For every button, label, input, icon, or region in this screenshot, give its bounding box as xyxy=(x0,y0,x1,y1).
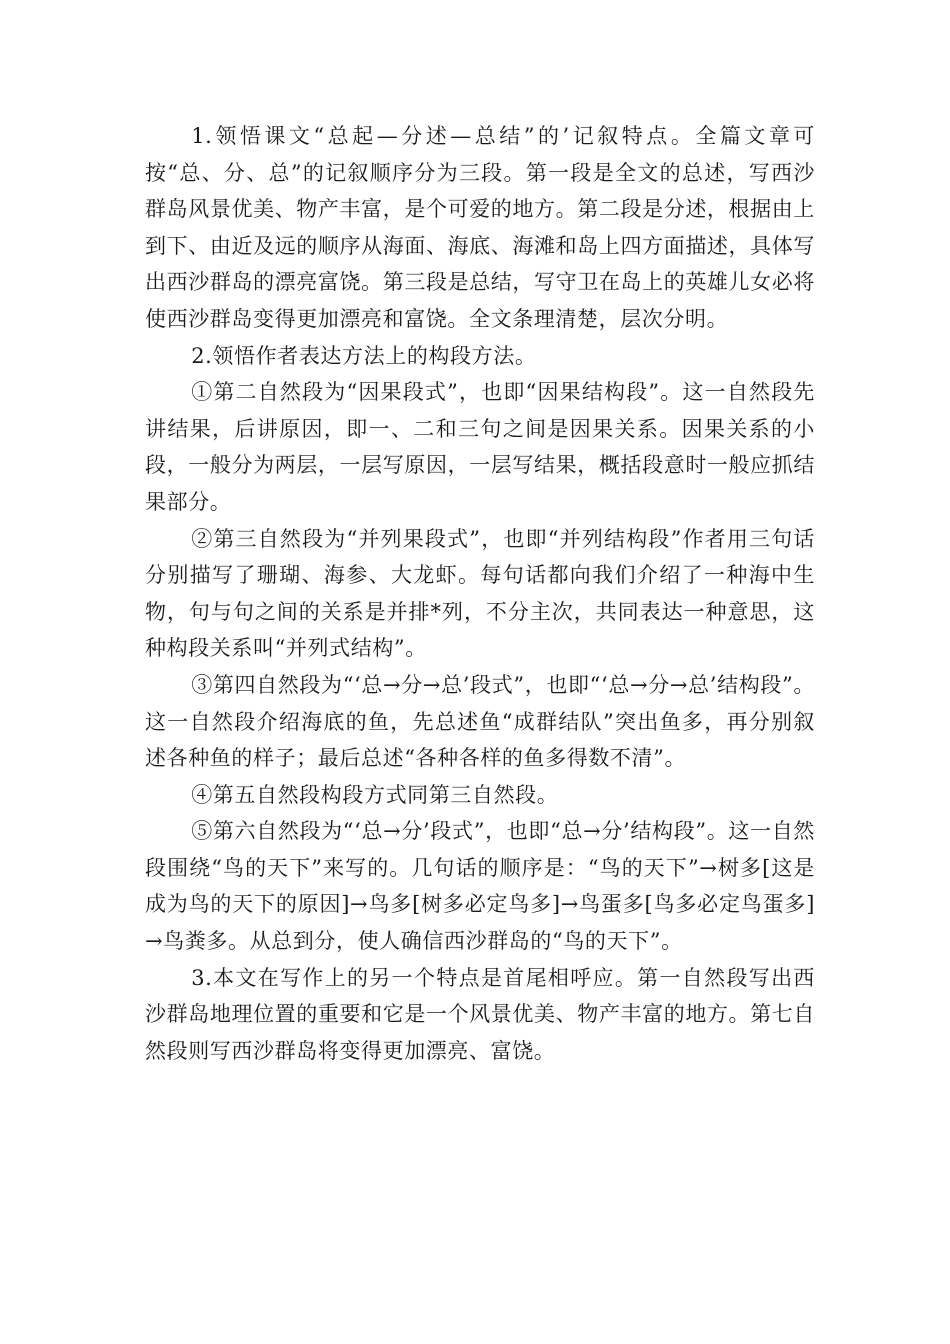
paragraph-7: ⑤第六自然段为“‘总→分’段式”，也即“总→分’结构段”。这一自然段围绕“鸟的天下”来写的。几句话的顺序是：“鸟的天下”→树多[这是成为鸟的天下的原因]→鸟多[树多必定鸟多]→鸟蛋多[鸟多必定鸟蛋多]→鸟粪多。从总到分，使人确信西沙群岛的“鸟的天下”。 xyxy=(145,819,815,954)
paragraph-4: ②第三自然段为“并列果段式”，也即“并列结构段”作者用三句话分别描写了珊瑚、海参、大龙虾。每句话都向我们介绍了一种海中生物，句与句之间的关系是并排*列，不分主次，共同表达一种意思，这种构段关系叫“并列式结构”。 xyxy=(145,526,815,661)
paragraph-5: ③第四自然段为“‘总→分→总’段式”，也即“‘总→分→总’结构段”。这一自然段介绍海底的鱼，先总述鱼“成群结队”突出鱼多，再分别叙述各种鱼的样子；最后总述“各种各样的鱼多得数不清”。 xyxy=(145,672,815,771)
paragraph-2: 2.领悟作者表达方法上的构段方法。 xyxy=(191,343,537,368)
paragraph-6: ④第五自然段构段方式同第三自然段。 xyxy=(191,782,559,807)
paragraph-1: 1.领悟课文“总起—分述—总结”的’记叙特点。全篇文章可按“总、分、总”的记叙顺序分为三段。第一段是全文的总述，写西沙群岛风景优美、物产丰富，是个可爱的地方。第二段是分述，根据由上到下、由近及远的顺序从海面、海底、海滩和岛上四方面描述，具体写出西沙群岛的漂亮富饶。第三段是总结，写守卫在岛上的英雄儿女必将使西沙群岛变得更加漂亮和富饶。全文条理清楚，层次分明。 xyxy=(145,124,815,331)
paragraph-8: 3.本文在写作上的另一个特点是首尾相呼应。第一自然段写出西沙群岛地理位置的重要和它是一个风景优美、物产丰富的地方。第七自然段则写西沙群岛将变得更加漂亮、富饶。 xyxy=(145,965,815,1063)
document-body xyxy=(145,118,815,1069)
paragraph-3: ①第二自然段为“因果段式”，也即“因果结构段”。这一自然段先讲结果，后讲原因，即一、二和三句之间是因果关系。因果关系的小段，一般分为两层，一层写原因，一层写结果，概括段意时一般应抓结果部分。 xyxy=(145,380,815,514)
